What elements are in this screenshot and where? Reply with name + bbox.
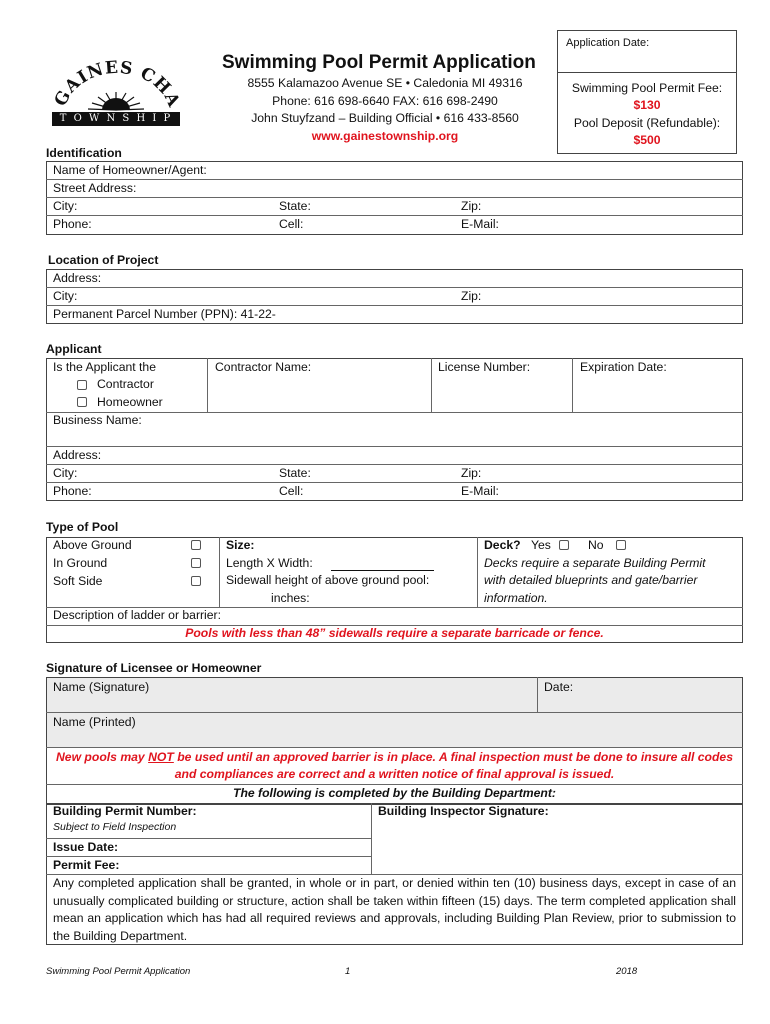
signature-field[interactable]: Name (Signature) — [53, 680, 150, 694]
barrier-notice-pre: New pools may — [55, 750, 149, 764]
applicant-email-field[interactable]: E-Mail: — [461, 484, 499, 498]
logo-band-text: T O W N S H I P — [59, 113, 173, 124]
department-heading: The following is completed by the Building Department: — [233, 786, 556, 800]
approval-disclaimer: Any completed application shall be granted, in whole or in part, or denied within ten (10) business days, except in case of an unusually complicated building or structure, action shall be taken within fifteen (15) days. The term completed application shall mean an application which has had all required reviews and approvals, including Building Plan Review, prior to submission to the Building Department. — [53, 876, 736, 944]
barrier-notice-not: NOT — [148, 750, 174, 764]
deck-yes-checkbox[interactable] — [559, 540, 569, 550]
barrier-notice — [46, 750, 743, 765]
length-width-label: Length X Width: — [226, 556, 313, 570]
cell-field[interactable]: Cell: — [279, 217, 304, 231]
footer-year: 2018 — [616, 966, 638, 977]
barrier-notice-post: be used until an approved barrier is in place. A final inspection must be done to insure all codes — [173, 750, 733, 764]
inspector-signature-label: Building Inspector Signature: — [378, 804, 549, 818]
website-link[interactable]: www.gainestownship.org — [311, 129, 459, 143]
sidewall-height-label: Sidewall height of above ground pool: — [226, 573, 430, 587]
permit-fee-label: Swimming Pool Permit Fee: — [571, 81, 723, 95]
license-number-field[interactable]: License Number: — [438, 360, 531, 374]
homeowner-checkbox[interactable] — [77, 397, 87, 407]
ladder-barrier-field[interactable]: Description of ladder or barrier: — [53, 608, 221, 622]
field-inspection-note: Subject to Field Inspection — [53, 821, 177, 833]
deck-label: Deck? — [484, 538, 521, 552]
township-logo — [44, 52, 186, 128]
official-line: John Stuyfzand – Building Official • 616 433-8560 — [251, 111, 519, 125]
deck-no-label: No — [588, 538, 604, 552]
barricade-warning: Pools with less than 48” sidewalls require a separate barricade or fence. — [185, 626, 604, 640]
contractor-checkbox[interactable] — [77, 380, 87, 390]
pool-deposit-value: $500 — [633, 133, 661, 147]
street-address-field[interactable]: Street Address: — [53, 181, 137, 195]
above-ground-checkbox[interactable] — [191, 540, 201, 550]
deck-note-line-1: Decks require a separate Building Permit — [484, 556, 706, 570]
deck-note-line-2: with detailed blueprints and gate/barrier — [484, 573, 698, 587]
applicant-address-field[interactable]: Address: — [53, 448, 102, 462]
above-ground-option: Above Ground — [53, 538, 132, 552]
applicant-zip-field[interactable]: Zip: — [461, 466, 482, 480]
pool-deposit-label: Pool Deposit (Refundable): — [573, 116, 721, 130]
identification-heading: Identification — [46, 146, 122, 160]
project-zip-field[interactable]: Zip: — [461, 289, 482, 303]
applicant-cell-field[interactable]: Cell: — [279, 484, 304, 498]
deck-no-checkbox[interactable] — [616, 540, 626, 550]
ppn-field[interactable]: Permanent Parcel Number (PPN): 41-22- — [53, 307, 276, 321]
pool-type-heading: Type of Pool — [46, 520, 119, 534]
footer-title: Swimming Pool Permit Application — [46, 966, 191, 977]
signature-date-field[interactable]: Date: — [544, 680, 574, 694]
soft-side-option: Soft Side — [53, 574, 103, 588]
business-name-field[interactable]: Business Name: — [53, 413, 142, 427]
contractor-option-label: Contractor — [97, 377, 154, 391]
applicant-type-label: Is the Applicant the — [53, 360, 156, 374]
phone-field[interactable]: Phone: — [53, 217, 92, 231]
permit-fee-label-dept: Permit Fee: — [53, 858, 120, 872]
deck-yes-label: Yes — [531, 538, 551, 552]
applicant-phone-field[interactable]: Phone: — [53, 484, 92, 498]
barrier-notice-line-2: and compliances are correct and a written notice of final approval is issued. — [174, 767, 615, 781]
phone-line: Phone: 616 698-6640 FAX: 616 698-2490 — [272, 94, 498, 108]
project-city-field[interactable]: City: — [53, 289, 78, 303]
deck-note-line-3: information. — [484, 591, 548, 605]
soft-side-checkbox[interactable] — [191, 576, 201, 586]
inches-label: inches: — [271, 591, 310, 605]
zip-field[interactable]: Zip: — [461, 199, 482, 213]
size-label: Size: — [226, 538, 255, 552]
location-heading: Location of Project — [48, 253, 159, 267]
signature-heading: Signature of Licensee or Homeowner — [46, 661, 262, 675]
printed-name-field[interactable]: Name (Printed) — [53, 715, 136, 729]
project-address-field[interactable]: Address: — [53, 271, 102, 285]
application-date-label[interactable]: Application Date: — [566, 37, 650, 49]
page-title: Swimming Pool Permit Application — [222, 52, 536, 73]
applicant-city-field[interactable]: City: — [53, 466, 78, 480]
applicant-state-field[interactable]: State: — [279, 466, 311, 480]
footer-page-number: 1 — [345, 966, 351, 977]
email-field[interactable]: E-Mail: — [461, 217, 499, 231]
in-ground-checkbox[interactable] — [191, 558, 201, 568]
city-field[interactable]: City: — [53, 199, 78, 213]
in-ground-option: In Ground — [53, 556, 108, 570]
address-line: 8555 Kalamazoo Avenue SE • Caledonia MI 49316 — [247, 76, 523, 90]
issue-date-label: Issue Date: — [53, 840, 119, 854]
state-field[interactable]: State: — [279, 199, 311, 213]
expiration-date-field[interactable]: Expiration Date: — [580, 360, 667, 374]
svg-text:GAINES CHARTER: GAINES CHA — [50, 57, 184, 111]
homeowner-option-label: Homeowner — [97, 395, 163, 409]
permit-fee-value: $130 — [633, 98, 661, 112]
homeowner-name-field[interactable]: Name of Homeowner/Agent: — [53, 163, 207, 177]
permit-number-label: Building Permit Number: — [53, 804, 197, 818]
length-width-input[interactable] — [331, 570, 434, 571]
applicant-heading: Applicant — [46, 342, 102, 356]
contractor-name-field[interactable]: Contractor Name: — [215, 360, 312, 374]
